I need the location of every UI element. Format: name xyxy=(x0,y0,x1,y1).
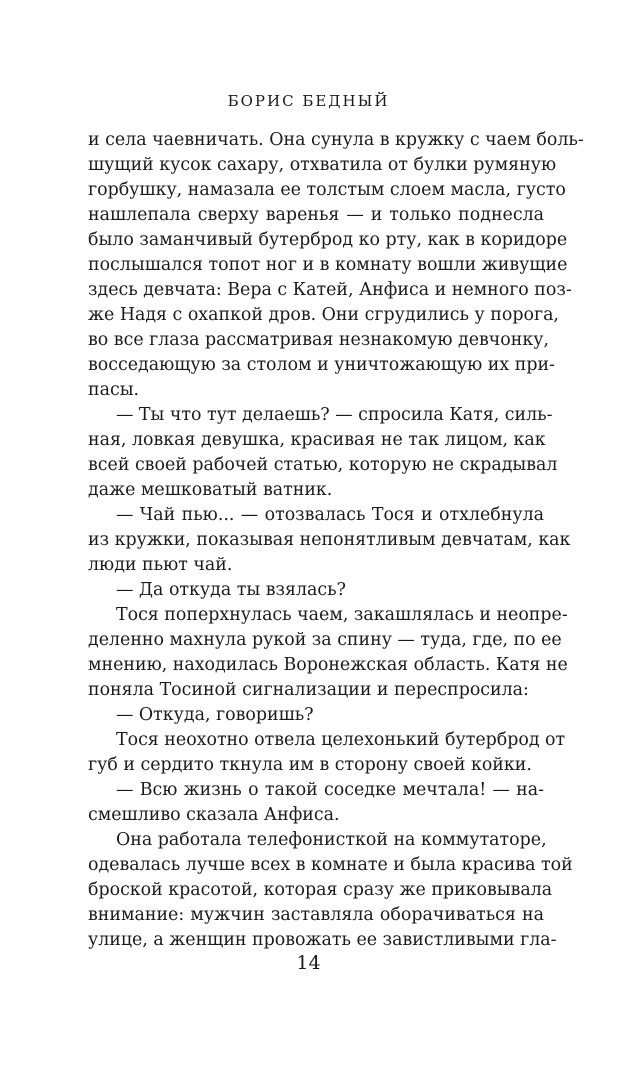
text-line: — Чай пью... — отозвалась Тося и отхлебнула xyxy=(116,505,544,525)
text-line: нашлепала сверху варенья — и только поднесла xyxy=(88,205,544,225)
text-line: — Откуда, говоришь? xyxy=(116,705,314,725)
running-title: БОРИС БЕДНЫЙ xyxy=(227,92,390,110)
text-line: поняла Тосиной сигнализации и переспросила: xyxy=(88,680,529,700)
text-line: Тося неохотно отвела целехонький бутерброд от xyxy=(116,730,566,750)
text-line: восседающую за столом и уничтожающую их при- xyxy=(88,355,555,375)
page-number: 14 xyxy=(296,952,321,974)
text-line: всей своей рабочей статью, которую не скрадывал xyxy=(88,455,558,475)
text-line: люди пьют чай. xyxy=(88,555,233,575)
text-line: деленно махнула рукой за спину — туда, где, по ее xyxy=(88,630,562,650)
text-line: и села чаевничать. Она сунула в кружку с чаем боль- xyxy=(88,130,584,150)
text-line: — Да откуда ты взялась? xyxy=(116,580,346,600)
text-line: послышался топот ног и в комнату вошли живущие xyxy=(88,255,568,275)
text-line: из кружки, показывая непонятливым девчатам, как xyxy=(88,530,571,550)
text-line: броской красотой, которая сразу же приковывала xyxy=(88,880,553,900)
text-line: улице, а женщин провожать ее завистливыми гла- xyxy=(88,930,557,950)
text-line: даже мешковатый ватник. xyxy=(88,480,333,500)
text-line: — Всю жизнь о такой соседке мечтала! — на- xyxy=(116,780,544,800)
text-line: — Ты что тут делаешь? — спросила Катя, силь- xyxy=(116,405,553,425)
text-line: ная, ловкая девушка, красивая не так лицом, как xyxy=(88,430,546,450)
text-line: во все глаза рассматривая незнакомую девчонку, xyxy=(88,330,549,350)
text-line: одевалась лучше всех в комнате и была красива той xyxy=(88,855,573,875)
text-line: Она работала телефонисткой на коммутаторе, xyxy=(116,830,547,850)
text-line: горбушку, намазала ее толстым слоем масла, густо xyxy=(88,180,566,200)
text-line: пасы. xyxy=(88,380,140,400)
text-line: губ и сердито ткнула им в сторону своей койки. xyxy=(88,755,532,775)
text-line: смешливо сказала Анфиса. xyxy=(88,805,340,825)
text-line: шущий кусок сахару, отхватила от булки румяную xyxy=(88,155,557,175)
text-line: Тося поперхнулась чаем, закашлялась и неопре- xyxy=(116,605,568,625)
text-line: же Надя с охапкой дров. Они сгрудились у порога, xyxy=(88,305,559,325)
text-line: здесь девчата: Вера с Катей, Анфиса и немного поз- xyxy=(88,280,572,300)
text-line: внимание: мужчин заставляла оборачиваться на xyxy=(88,905,544,925)
text-line: мнению, находилась Воронежская область. Катя не xyxy=(88,655,568,675)
text-line: было заманчивый бутерброд ко рту, как в коридоре xyxy=(88,230,568,250)
